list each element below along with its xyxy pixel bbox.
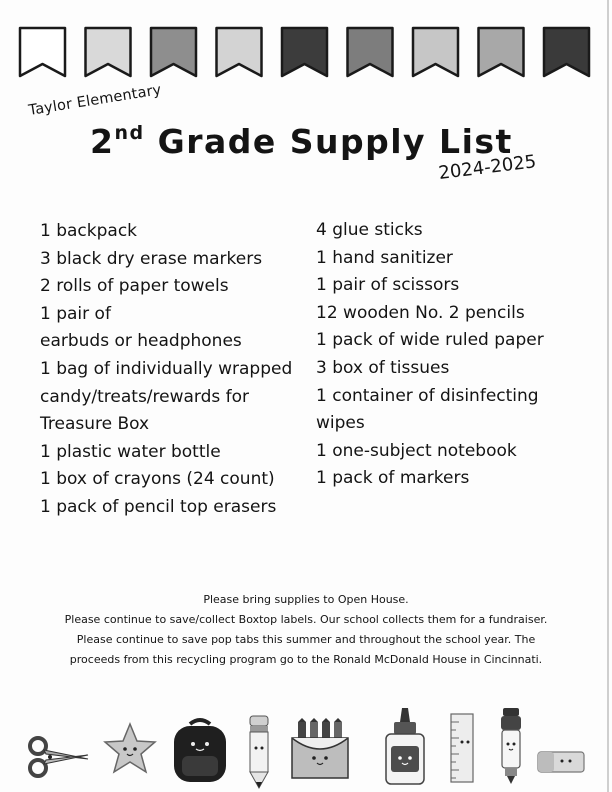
list-item: 1 pack of pencil top erasers (40, 496, 277, 517)
glue-bottle-icon (382, 708, 428, 786)
supply-list-right (316, 217, 544, 493)
note-line: proceeds from this recycling program go to the Ronald McDonald House in Cincinnati. (69, 653, 543, 666)
note-line: Please bring supplies to Open House. (203, 593, 409, 606)
note-line: Please continue to save/collect Boxtop labels. Our school collects them for a fundraiser. (64, 613, 548, 626)
list-item: candy/treats/rewards for (40, 386, 250, 407)
list-item: 12 wooden No. 2 pencils (316, 302, 525, 323)
notes-block (20, 590, 592, 670)
marker-icon (496, 706, 526, 786)
list-item: 1 one-subject notebook (316, 440, 517, 461)
school-year: 2024-2025 (437, 151, 538, 184)
list-item: earbuds or headphones (40, 331, 242, 352)
bunting-flag (217, 28, 262, 76)
title-grade-suffix: nd (114, 122, 145, 144)
bunting-flag (544, 28, 589, 76)
bunting-banner (14, 24, 598, 84)
bunting-flag (151, 28, 196, 76)
eraser-icon (536, 748, 586, 776)
page-edge-line (607, 0, 609, 792)
note-line: Please continue to save pop tabs this summer and throughout the school year. The (76, 633, 536, 646)
list-item: 1 container of disinfecting (316, 385, 539, 406)
bunting-flag (348, 28, 393, 76)
list-item: 1 box of crayons (24 count) (40, 469, 275, 490)
title-grade-number: 2 (90, 122, 115, 161)
bunting-flag (86, 28, 131, 76)
list-item: 4 glue sticks (316, 220, 423, 240)
list-item: wipes (316, 413, 365, 434)
bunting-flag (479, 28, 524, 76)
bunting-flag (413, 28, 458, 76)
list-item: 1 pair of scissors (316, 275, 460, 296)
bunting-flags (14, 24, 598, 84)
star-icon (102, 722, 158, 776)
list-item: 1 backpack (40, 221, 138, 241)
pencil-icon (244, 714, 274, 790)
school-name: Taylor Elementary (27, 82, 163, 119)
list-item: 3 black dry erase markers (40, 248, 263, 269)
list-item: 3 box of tissues (316, 357, 450, 378)
page-title (90, 122, 513, 161)
ruler-icon (448, 712, 476, 784)
bunting-flag (20, 28, 65, 76)
bunting-flag (282, 28, 327, 76)
supply-list-left (40, 218, 292, 522)
list-item: 1 pack of markers (316, 468, 470, 489)
list-item: 1 hand sanitizer (316, 247, 453, 268)
list-item: 1 bag of individually wrapped (40, 358, 293, 379)
backpack-icon (170, 716, 230, 784)
crayon-box-icon (288, 718, 352, 780)
scissors-icon (26, 734, 92, 780)
supply-icons-row (0, 700, 612, 792)
title-text: Grade Supply List (157, 122, 513, 161)
list-item: 1 pair of (40, 303, 111, 324)
list-item: 2 rolls of paper towels (40, 276, 229, 297)
list-item: 1 pack of wide ruled paper (316, 330, 544, 351)
list-item: 1 plastic water bottle (40, 441, 221, 462)
list-item: Treasure Box (40, 414, 150, 435)
